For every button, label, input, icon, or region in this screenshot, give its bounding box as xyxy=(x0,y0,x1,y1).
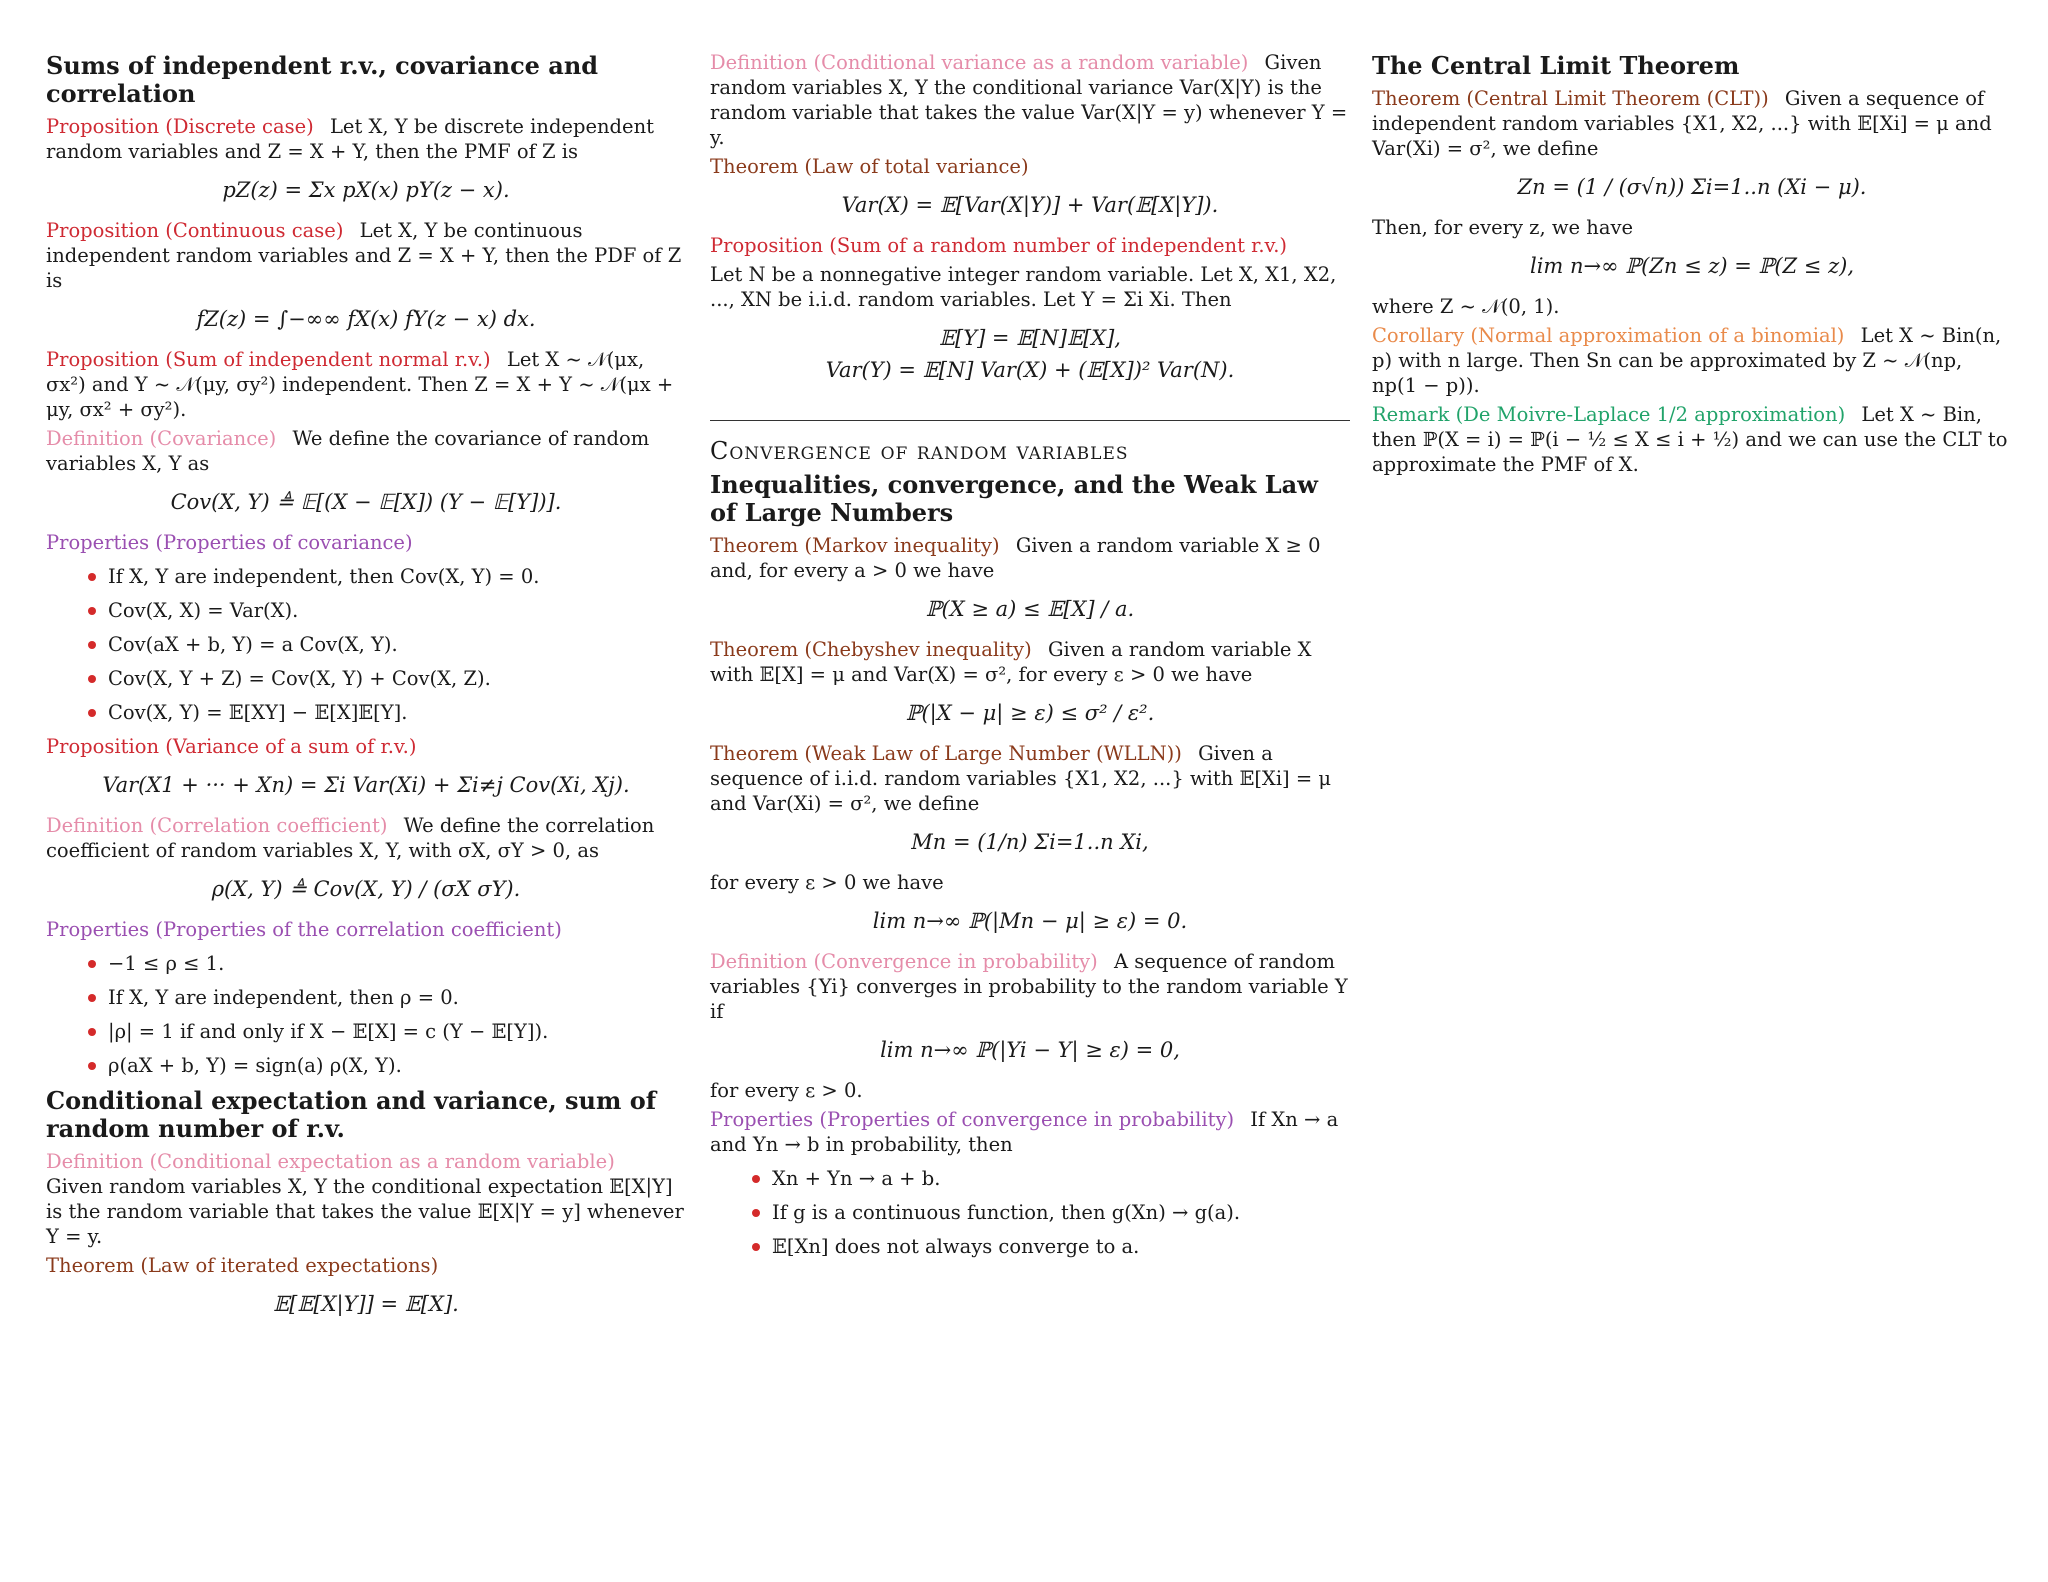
definition-correlation xyxy=(46,813,686,863)
equation-random-sum-variance: Var(Y) = 𝔼[N] Var(X) + (𝔼[X])² Var(N). xyxy=(825,358,1235,382)
equation-continuous-pdf: fZ(z) = ∫−∞∞ fX(x) fY(z − x) dx. xyxy=(196,307,536,331)
proposition-continuous-body: Let X, Y be continuous independent random variables and Z = X + Y, then the PDF of Z is xyxy=(46,219,682,292)
equation-random-sum-mean: 𝔼[Y] = 𝔼[N]𝔼[X], xyxy=(939,326,1121,350)
definition-covariance xyxy=(46,426,686,476)
corollary-binomial-header: Corollary (Normal approximation of a binomial) xyxy=(1372,324,1845,347)
column-3 xyxy=(1372,48,2012,481)
definition-convergence xyxy=(710,949,1350,1024)
section-divider xyxy=(710,420,1350,421)
list-item: ρ(aX + b, Y) = sign(a) ρ(X, Y). xyxy=(46,1053,686,1078)
theorem-clt xyxy=(1372,86,2012,161)
properties-convergence-body: If Xn → a and Yn → b in probability, then xyxy=(710,1108,1339,1156)
proposition-variance-sum-header: Proposition (Variance of a sum of r.v.) xyxy=(46,735,417,758)
definition-covariance-body: We define the covariance of random variables X, Y as xyxy=(46,427,650,475)
remark-dml-header: Remark (De Moivre-Laplace 1/2 approximation) xyxy=(1372,403,1846,426)
theorem-markov-body: Given a random variable X ≥ 0 and, for every a > 0 we have xyxy=(710,534,1321,582)
equation-iterated-expectations: 𝔼[𝔼[X|Y]] = 𝔼[X]. xyxy=(273,1292,459,1316)
equation-correlation: ρ(X, Y) ≜ Cov(X, Y) / (σX σY). xyxy=(211,877,521,901)
list-item: |ρ| = 1 if and only if X − 𝔼[X] = c (Y − 𝔼[Y]). xyxy=(46,1019,686,1044)
proposition-continuous-header: Proposition (Continuous case) xyxy=(46,219,344,242)
theorem-markov-header: Theorem (Markov inequality) xyxy=(710,534,1000,557)
theorem-total-variance-header: Theorem (Law of total variance) xyxy=(710,155,1029,178)
theorem-clt-header: Theorem (Central Limit Theorem (CLT)) xyxy=(1372,87,1769,110)
properties-convergence-header: Properties (Properties of convergence in probability) xyxy=(710,1108,1235,1131)
list-item: Xn + Yn → a + b. xyxy=(710,1166,1350,1191)
section-title-conditional: Conditional expectation and variance, sum of random number of r.v. xyxy=(46,1086,657,1143)
equation-chebyshev: ℙ(|X − μ| ≥ ε) ≤ σ² / ε². xyxy=(905,701,1155,725)
definition-convergence-body2: for every ε > 0. xyxy=(710,1079,863,1102)
equation-wlln-mean: Mn = (1/n) Σi=1..n Xi, xyxy=(911,830,1149,854)
equation-markov: ℙ(X ≥ a) ≤ 𝔼[X] / a. xyxy=(925,597,1135,621)
proposition-discrete-header: Proposition (Discrete case) xyxy=(46,115,314,138)
proposition-discrete-body: Let X, Y be discrete independent random variables and Z = X + Y, then the PMF of Z is xyxy=(46,115,654,163)
list-item: Cov(X, Y + Z) = Cov(X, Y) + Cov(X, Z). xyxy=(46,666,686,691)
proposition-normal-header: Proposition (Sum of independent normal r.v.) xyxy=(46,348,491,371)
definition-condvar-body: Given random variables X, Y the conditional variance Var(X|Y) is the random variable that takes the value Var(X|Y = y) whenever Y = y. xyxy=(710,51,1348,149)
definition-convergence-header: Definition (Convergence in probability) xyxy=(710,950,1098,973)
definition-condexp-body: Given random variables X, Y the conditional expectation 𝔼[X|Y] is the random variable that takes the value 𝔼[X|Y = y] whenever Y = y. xyxy=(46,1175,684,1248)
list-item: 𝔼[Xn] does not always converge to a. xyxy=(710,1234,1350,1259)
equation-clt-definition: Zn = (1 / (σ√n)) Σi=1..n (Xi − μ). xyxy=(1517,175,1867,199)
properties-covariance-header: Properties (Properties of covariance) xyxy=(46,531,413,554)
remark-dml-body: Let X ~ Bin, then ℙ(X = i) = ℙ(i − ½ ≤ X ≤ i + ½) and we can use the CLT to approximate the PMF of X. xyxy=(1372,403,2008,476)
column-1 xyxy=(46,48,686,1332)
definition-conditional-expectation xyxy=(46,1149,686,1249)
theorem-wlln xyxy=(710,741,1350,816)
list-item: If X, Y are independent, then Cov(X, Y) = 0. xyxy=(46,564,686,589)
theorem-wlln-body: Given a sequence of i.i.d. random variables {X1, X2, ...} with 𝔼[Xi] = μ and Var(Xi) = σ², we define xyxy=(710,742,1332,815)
theorem-clt-body2: Then, for every z, we have xyxy=(1372,216,1634,239)
list-item: If X, Y are independent, then ρ = 0. xyxy=(46,985,686,1010)
list-item: Cov(X, X) = Var(X). xyxy=(46,598,686,623)
proposition-random-sum-body: Let N be a nonnegative integer random variable. Let X, X1, X2, ..., XN be i.i.d. random variables. Let Y = Σi Xi. Then xyxy=(710,263,1337,311)
definition-conditional-variance xyxy=(710,50,1350,150)
equation-variance-sum: Var(X1 + ··· + Xn) = Σi Var(Xi) + Σi≠j Cov(Xi, Xj). xyxy=(102,773,630,797)
properties-correlation-header: Properties (Properties of the correlation coefficient) xyxy=(46,918,562,941)
corollary-binomial-body: Let X ~ Bin(n, p) with n large. Then Sn can be approximated by Z ~ 𝒩(np, np(1 − p)). xyxy=(1372,324,2002,397)
properties-covariance-list xyxy=(46,564,686,725)
proposition-discrete xyxy=(46,114,686,164)
properties-convergence xyxy=(710,1107,1350,1157)
theorem-chebyshev xyxy=(710,637,1350,687)
equation-total-variance: Var(X) = 𝔼[Var(X|Y)] + Var(𝔼[X|Y]). xyxy=(841,193,1219,217)
theorem-chebyshev-body: Given a random variable X with 𝔼[X] = μ and Var(X) = σ², for every ε > 0 we have xyxy=(710,638,1312,686)
proposition-random-sum-header: Proposition (Sum of a random number of independent r.v.) xyxy=(710,234,1288,257)
definition-condexp-header: Definition (Conditional expectation as a random variable) xyxy=(46,1150,615,1173)
list-item: Cov(aX + b, Y) = a Cov(X, Y). xyxy=(46,632,686,657)
properties-correlation-list xyxy=(46,951,686,1078)
subsection-title-inequalities: Inequalities, convergence, and the Weak Law of Large Numbers xyxy=(710,470,1318,527)
list-item: If g is a continuous function, then g(Xn) → g(a). xyxy=(710,1200,1350,1225)
definition-covariance-header: Definition (Covariance) xyxy=(46,427,277,450)
section-title-clt: The Central Limit Theorem xyxy=(1372,51,1740,80)
theorem-markov xyxy=(710,533,1350,583)
definition-correlation-body: We define the correlation coefficient of random variables X, Y, with σX, σY > 0, as xyxy=(46,814,655,862)
definition-convergence-body: A sequence of random variables {Yi} converges in probability to the random variable Y if xyxy=(710,950,1348,1023)
theorem-chebyshev-header: Theorem (Chebyshev inequality) xyxy=(710,638,1032,661)
theorem-clt-body3: where Z ~ 𝒩(0, 1). xyxy=(1372,295,1560,318)
section-title-convergence: Convergence of random variables xyxy=(710,437,1129,465)
remark-de-moivre-laplace xyxy=(1372,402,2012,477)
proposition-normal-sum xyxy=(46,347,686,422)
properties-convergence-list xyxy=(710,1166,1350,1259)
proposition-normal-body: Let X ~ 𝒩(μx, σx²) and Y ~ 𝒩(μy, σy²) independent. Then Z = X + Y ~ 𝒩(μx + μy, σx² + σy²). xyxy=(46,348,674,421)
definition-correlation-header: Definition (Correlation coefficient) xyxy=(46,814,388,837)
list-item: Cov(X, Y) = 𝔼[XY] − 𝔼[X]𝔼[Y]. xyxy=(46,700,686,725)
definition-condvar-header: Definition (Conditional variance as a random variable) xyxy=(710,51,1249,74)
equation-discrete-pmf: pZ(z) = Σx pX(x) pY(z − x). xyxy=(222,178,510,202)
equation-covariance: Cov(X, Y) ≜ 𝔼[(X − 𝔼[X]) (Y − 𝔼[Y])]. xyxy=(170,490,562,514)
section-title-sums: Sums of independent r.v., covariance and correlation xyxy=(46,51,599,108)
column-2 xyxy=(710,48,1350,1268)
theorem-clt-body: Given a sequence of independent random variables {X1, X2, ...} with 𝔼[Xi] = μ and Var(Xi) = σ², we define xyxy=(1372,87,1992,160)
proposition-continuous xyxy=(46,218,686,293)
corollary-binomial xyxy=(1372,323,2012,398)
theorem-iterated-header: Theorem (Law of iterated expectations) xyxy=(46,1254,439,1277)
theorem-wlln-body2: for every ε > 0 we have xyxy=(710,871,944,894)
theorem-wlln-header: Theorem (Weak Law of Large Number (WLLN)) xyxy=(710,742,1182,765)
equation-clt-limit: lim n→∞ ℙ(Zn ≤ z) = ℙ(Z ≤ z), xyxy=(1529,254,1854,278)
list-item: −1 ≤ ρ ≤ 1. xyxy=(46,951,686,976)
equation-convergence: lim n→∞ ℙ(|Yi − Y| ≥ ε) = 0, xyxy=(880,1038,1180,1062)
equation-wlln-limit: lim n→∞ ℙ(|Mn − μ| ≥ ε) = 0. xyxy=(872,909,1188,933)
